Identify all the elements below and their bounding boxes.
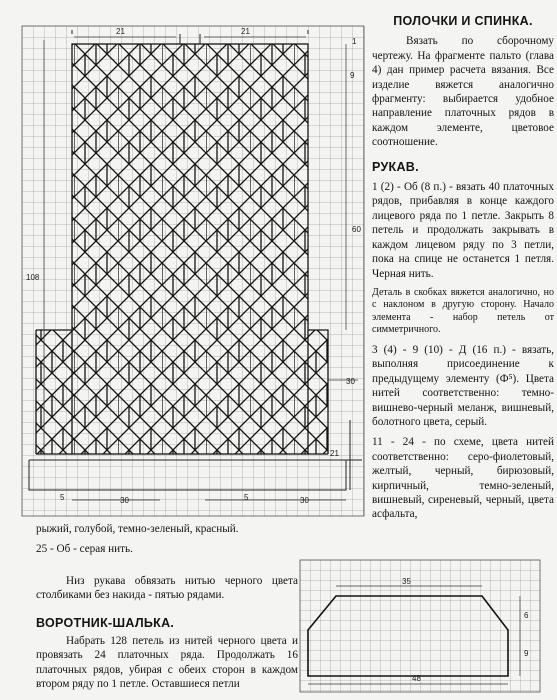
sleeve-note: Деталь в скобках вяжется аналогично, но с наклоном в другую сторону. Начало элемента - набор петель от симметричного. (372, 286, 554, 336)
label-bottom-5-left: 5 (60, 493, 65, 502)
label-bottom-30-left: 30 (120, 496, 129, 505)
sleeve-step-3-cont: рыжий, голубой, темно-зеленый, красный. (36, 523, 239, 535)
collar-label-right2: 9 (524, 649, 529, 658)
sleeve-step-3: 11 - 24 - по схеме, цвета нитей соответственно: серо-фиолетовый, желтый, черный, бирюзовый, кирпичный, темно-зеленый, вишневый, сиреневый, черный, цвета асфальта, (372, 436, 554, 521)
front-back-heading: ПОЛОЧКИ И СПИНКА. (393, 14, 533, 28)
label-top-width: 21 (116, 27, 125, 36)
body-pattern (36, 44, 328, 454)
front-back-paragraph: Вязать по сборочному чертежу. На фрагменте пальто (глава 4) дан пример расчета вязания. Все изделие вяжется аналогично фрагменту: выбирается удобное направление платочных рядов в каждом элементе, цветовое соотношение. (372, 35, 554, 149)
right-text-column (372, 14, 554, 528)
label-top-num: 1 (352, 37, 357, 46)
collar-label-bottom: 48 (412, 674, 421, 683)
collar-label-right: 6 (524, 611, 529, 620)
label-right-9: 9 (350, 71, 355, 80)
label-bottom-right-width: 21 (330, 449, 339, 458)
sleeve-step-1: 1 (2) - Об (8 п.) - вязать 40 платочных рядов, прибавляя в конце каждого лицевого ряда по 1 петле. Закрыть 8 петель и продолжать закрывать в каждом лицевом ряду по 3 петли, пока на спице не останется 1 петля. Черная нить. (372, 181, 554, 280)
label-right-30: 30 (346, 377, 355, 386)
sleeve-heading: РУКАВ. (372, 159, 419, 174)
label-left-108: 108 (26, 273, 40, 282)
label-top-right: 21 (241, 27, 250, 36)
sleeve-step-4: 25 - Об - серая нить. (36, 543, 133, 555)
label-bottom-30-right: 30 (300, 496, 309, 505)
label-right-60: 60 (352, 225, 361, 234)
sleeve-bottom: Низ рукава обвязать нитью черного цвета столбиками без накида - пятью рядами. (36, 575, 298, 602)
collar-heading: ВОРОТНИК-ШАЛЬКА. (36, 616, 175, 630)
collar-label-top: 35 (402, 577, 411, 586)
sleeve-step-2: 3 (4) - 9 (10) - Д (16 п.) - вязать, выполняя присоединение к предыдущему элементу (Ф⁵). Цвета нитей соответственно: темно-вишнево-черный меланж, вишневый, болотного цвета, серый. (372, 343, 554, 428)
collar-paragraph: Набрать 128 петель из нитей черного цвета и провязать 24 платочных ряда. Продолжать 16 платочных рядов, убирая с обеих сторон в каждом втором ряду по 1 петле. Оставшиеся петли (36, 635, 298, 691)
label-bottom-5-right: 5 (244, 493, 249, 502)
